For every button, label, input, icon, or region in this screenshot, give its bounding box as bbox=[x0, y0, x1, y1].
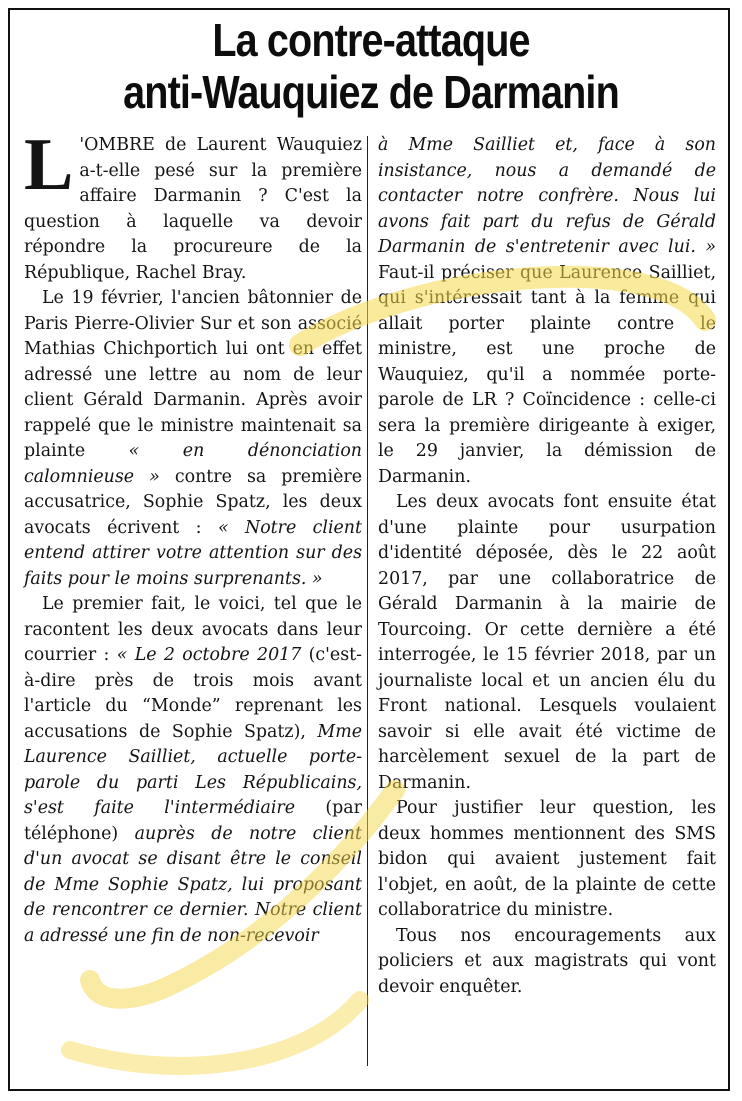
paragraph-2-text-b: contre sa première accusatrice, Sophie Spatz, les deux avocats écrivent : bbox=[24, 466, 362, 538]
headline-line-1: La contre-attaque bbox=[212, 14, 530, 66]
column-divider bbox=[367, 136, 368, 1066]
paragraph-3-quote-c: auprès de notre client d'un avocat se disant être le conseil de Mme Sophie Spatz, lui proposant de rencontrer ce dernier. Notre client a adressé une fin de non-recevoir bbox=[24, 823, 362, 946]
paragraph-3-text-c: (par téléphone) bbox=[24, 798, 362, 844]
paragraph-2-quote-b: « Notre client entend attirer votre attention sur des faits pour le moins surprenants. » bbox=[24, 517, 362, 589]
drop-cap: L bbox=[24, 124, 74, 206]
paragraph-3-quote-a: « Le 2 octobre 2017 bbox=[116, 645, 302, 665]
paragraph-3 bbox=[24, 592, 362, 949]
paragraph-4-text: Faut-il préciser que Laurence Sailliet, qui s'intéressait tant à la femme qui allait porter plainte contre le ministre, est une proche de Wauquiez, qu'il a nommée porte-parole de LR ? Coïncidence : celle-ci sera la première dirigeante à exiger, le 29 janvier, la démission de Darmanin. bbox=[378, 262, 716, 487]
paragraph-4-quote: à Mme Sailliet et, face à son insistance, nous a demandé de contacter notre confrère. Nous lui avons fait part du refus de Gérald Darmanin de s'entretenir avec lui. » bbox=[378, 135, 716, 257]
paragraph-2 bbox=[24, 286, 362, 592]
paragraph-4 bbox=[378, 133, 716, 490]
right-column bbox=[378, 133, 716, 1000]
paragraph-3-text-a: Le premier fait, le voici, tel que le racontent les deux avocats dans leur courrier : bbox=[24, 594, 362, 665]
left-column bbox=[24, 124, 363, 949]
paragraph-2-quote-a: « en dénonciation calomnieuse » bbox=[24, 441, 363, 487]
headline-line-2: anti-Wauquiez de Darmanin bbox=[123, 66, 619, 118]
paragraph-7: Tous nos encouragements aux policiers et aux magistrats qui vont devoir enquêter. bbox=[378, 925, 716, 997]
paragraph-1 bbox=[24, 124, 362, 286]
paragraph-3-quote-b: Mme Laurence Sailliet, actuelle porte-parole du parti Les Républicains, s'est faite l'intermédiaire bbox=[24, 721, 362, 818]
paragraph-1-text: 'OMBRE de Laurent Wauquiez a-t-elle pesé sur la première affaire Darmanin ? C'est la question à laquelle va devoir répondre la procureure de la République, Rachel Bray. bbox=[24, 135, 362, 283]
paragraph-2-text-a: Le 19 février, l'ancien bâtonnier de Paris Pierre-Olivier Sur et son associé Mathias Chichportich lui ont en effet adressé une lettre au nom de leur client Gérald Darmanin. Après avoir rappelé que le ministre maintenait sa plainte bbox=[24, 288, 362, 461]
paragraph-6: Pour justifier leur question, les deux hommes mentionnent des SMS bidon qui avaient justement fait l'objet, en août, de la plainte de cette collaboratrice du ministre. bbox=[378, 798, 716, 920]
paragraph-3-text-b: (c'est-à-dire près de trois mois avant l'article du “Monde” reprenant les accusations de Sophie Spatz), bbox=[24, 645, 362, 742]
paragraph-5: Les deux avocats font ensuite état d'une plainte pour usurpation d'identité déposée, dès le 22 août 2017, par une collaboratrice de Gérald Darmanin à la mairie de Tourcoing. Or cette dernière a été interrogée, le 15 février 2018, par un journaliste local et un ancien élu du Front national. Lesquels voulaient savoir si elle avait été victime de harcèlement sexuel de la part de Darmanin. bbox=[378, 492, 716, 793]
headline bbox=[61, 14, 682, 118]
